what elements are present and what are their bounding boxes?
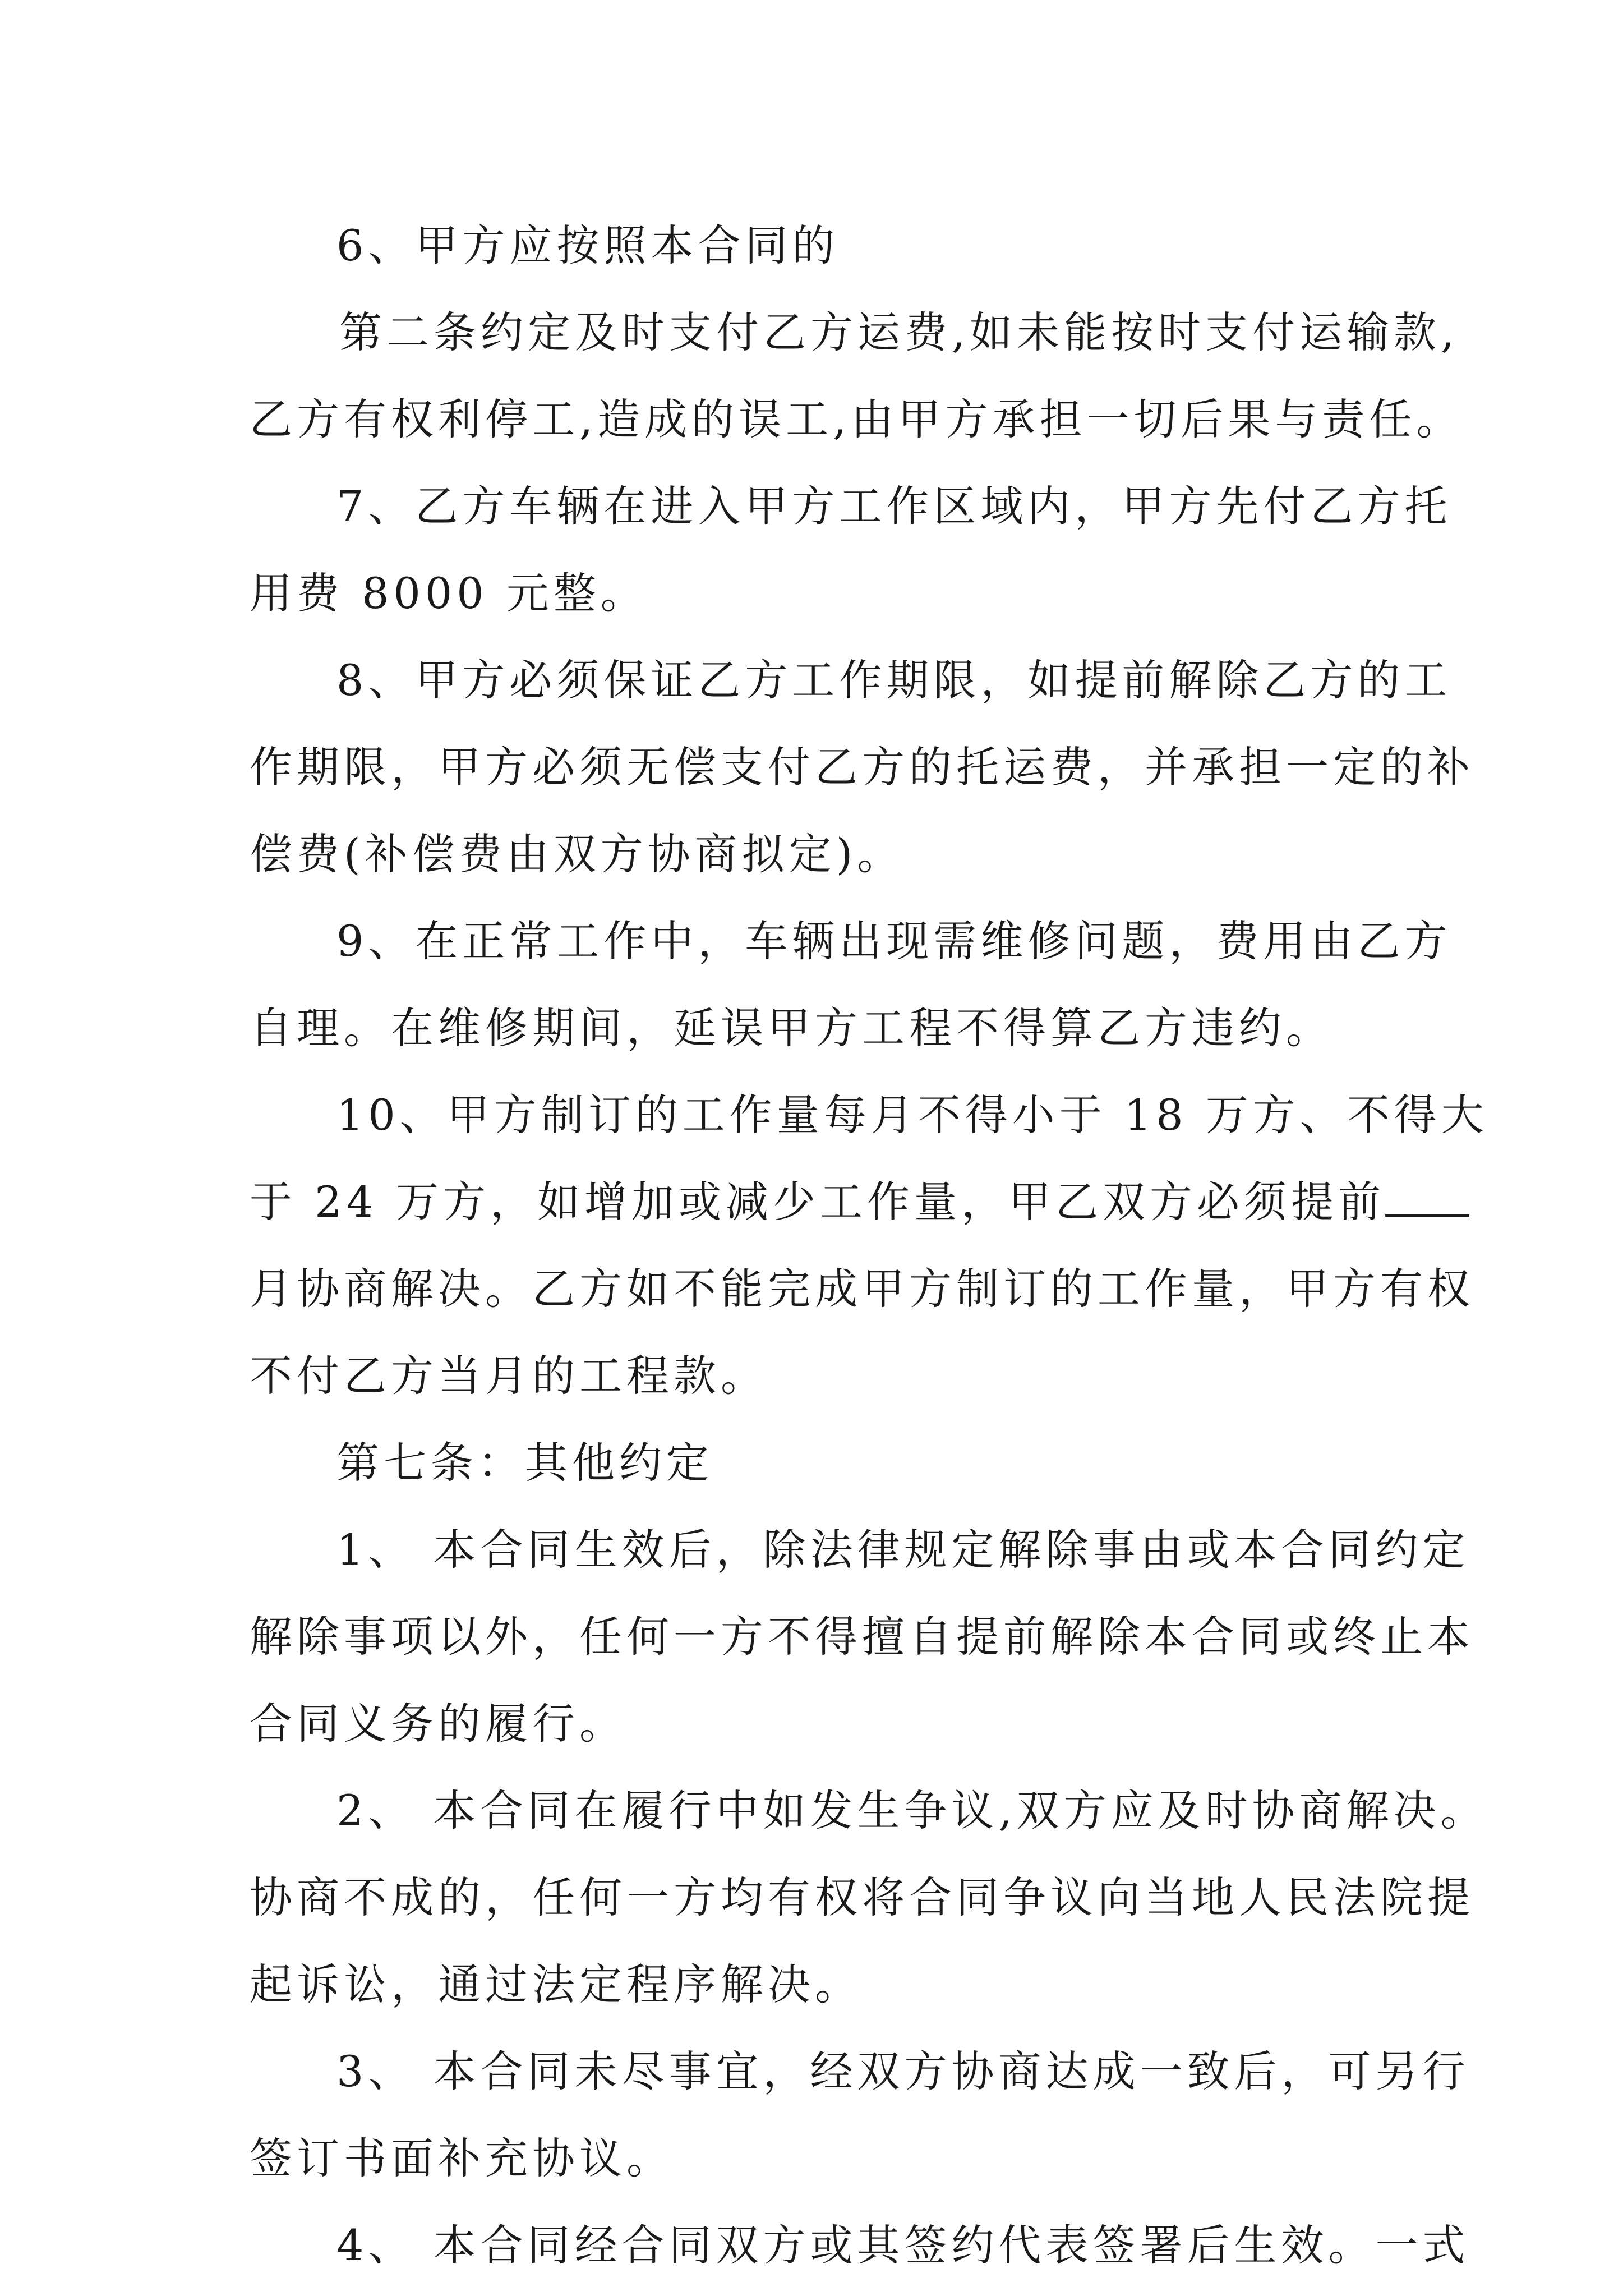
text-line: 9、在正常工作中，车辆出现需维修问题，费用由乙方 (336, 916, 1452, 966)
text-line-with-blank (250, 1158, 1386, 1245)
text-line: 偿费(补偿费由双方协商拟定)。 (250, 829, 905, 879)
text-line: 7、乙方车辆在进入甲方工作区域内，甲方先付乙方托 (336, 481, 1452, 531)
text-line: 用费 8000 元整。 (250, 568, 648, 618)
text-line-part: 于 24 万方，如增加或减少工作量，甲乙双方必须提前 (250, 1177, 1386, 1227)
document-body (250, 202, 1488, 2289)
text-line: 第二条约定及时支付乙方运费,如未能按时支付运输款, (339, 307, 1459, 357)
text-line: 解除事项以外，任何一方不得擅自提前解除本合同或终止本 (250, 1612, 1474, 1662)
text-line: 10、甲方制订的工作量每月不得小于 18 万方、不得大 (336, 1090, 1488, 1140)
fill-in-blank (1385, 1181, 1469, 1217)
text-line: 月协商解决。乙方如不能完成甲方制订的工作量，甲方有权 (250, 1264, 1474, 1314)
text-line: 自理。在维修期间，延误甲方工程不得算乙方违约。 (250, 1003, 1333, 1053)
text-line: 4、 本合同经合同双方或其签约代表签署后生效。一式 (336, 2220, 1470, 2270)
text-line: 8、甲方必须保证乙方工作期限，如提前解除乙方的工 (336, 655, 1452, 705)
text-line: 作期限，甲方必须无偿支付乙方的托运费，并承担一定的补 (250, 742, 1474, 792)
section-heading: 第七条：其他约定 (336, 1438, 713, 1488)
text-line: 签订书面补充协议。 (250, 2133, 674, 2183)
text-line: 合同义务的履行。 (250, 1699, 626, 1749)
text-line: 不付乙方当月的工程款。 (250, 1351, 768, 1401)
text-line: 乙方有权利停工,造成的误工,由甲方承担一切后果与责任。 (250, 394, 1464, 444)
text-line: 协商不成的，任何一方均有权将合同争议向当地人民法院提 (250, 1872, 1474, 1922)
text-line: 6、甲方应按照本合同的 (336, 220, 840, 270)
text-line: 2、 本合同在履行中如发生争议,双方应及时协商解决。 (336, 1786, 1488, 1835)
text-line: 起诉讼，通过法定程序解决。 (250, 1959, 862, 2009)
text-line: 3、 本合同未尽事宜，经双方协商达成一致后，可另行 (336, 2046, 1470, 2096)
text-line: 1、 本合同生效后，除法律规定解除事由或本合同约定 (336, 1525, 1470, 1575)
